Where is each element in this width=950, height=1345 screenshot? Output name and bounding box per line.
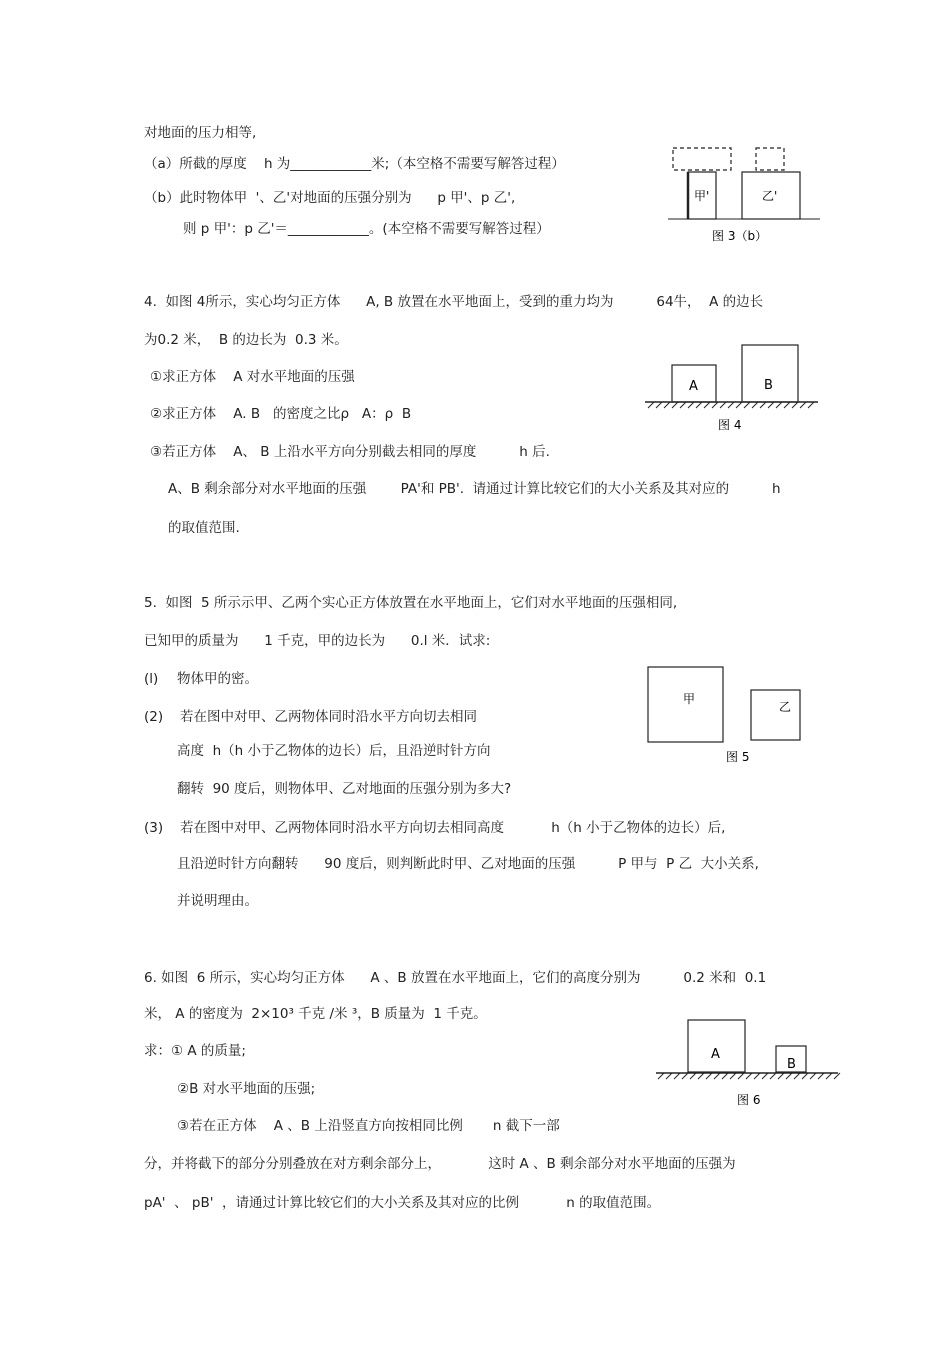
q5-p1-num: (l) bbox=[144, 671, 159, 687]
figure-3b bbox=[660, 140, 830, 250]
q3-part-b-line1: （b）此时物体甲 '、乙'对地面的压强分别为 p 甲'、p 乙', bbox=[144, 190, 516, 206]
fig4-label-a: A bbox=[689, 379, 698, 394]
fig6-label-b: B bbox=[787, 1057, 796, 1072]
fig4-label-b: B bbox=[764, 378, 773, 393]
q5-p2-num: (2) bbox=[144, 709, 164, 725]
fig3-label-yi: 乙' bbox=[762, 189, 778, 203]
q4-sub1: ①求正方体 A 对水平地面的压强 bbox=[150, 369, 355, 385]
fig5-label-yi: 乙 bbox=[779, 700, 792, 714]
q5-p3-line3: 并说明理由。 bbox=[177, 893, 258, 909]
q4-line1: 4. 如图 4所示，实心均匀正方体 A, B 放置在水平地面上，受到的重力均为 64牛， A 的边长 bbox=[144, 294, 764, 310]
fig6-caption: 图 6 bbox=[737, 1093, 761, 1107]
q6-sub3-line2: 分，并将截下的部分分别叠放在对方剩余部分上， 这时 A 、B 剩余部分对水平地面的压强为 bbox=[144, 1156, 736, 1172]
q3-part-a: （a）所截的厚度 h 为____________米;（本空格不需要写解答过程） bbox=[144, 156, 565, 172]
q6-line2: 米， A 的密度为 2×10³ 千克 /米 ³，B 质量为 1 千克。 bbox=[144, 1006, 487, 1022]
q6-sub3-line3: pA' 、 pB' ，请通过计算比较它们的大小关系及其对应的比例 n 的取值范围。 bbox=[144, 1195, 661, 1211]
q4-sub3-line2: A、B 剩余部分对水平地面的压强 PA'和 PB'. 请通过计算比较它们的大小关系及其对应的 h bbox=[168, 481, 781, 497]
q6-line1: 6. 如图 6 所示，实心均匀正方体 A 、B 放置在水平地面上，它们的高度分别为 0.2 米和 0.1 bbox=[144, 970, 767, 986]
fig6-label-a: A bbox=[711, 1047, 720, 1062]
q5-p2-line2: 高度 h（h 小于乙物体的边长）后，且沿逆时针方向 bbox=[177, 743, 491, 759]
figure-4 bbox=[640, 335, 825, 435]
fig3-caption: 图 3（b） bbox=[712, 229, 768, 243]
fig5-caption: 图 5 bbox=[726, 750, 750, 764]
q6-sub1: 求：① A 的质量; bbox=[144, 1043, 246, 1059]
q3-line1: 对地面的压力相等, bbox=[144, 125, 257, 141]
figure-5 bbox=[640, 660, 815, 770]
q5-p2-line3: 翻转 90 度后，则物体甲、乙对地面的压强分别为多大? bbox=[177, 781, 512, 797]
q4-line2: 为0.2 米， B 的边长为 0.3 米。 bbox=[144, 332, 348, 348]
q4-sub3-line3: 的取值范围. bbox=[168, 520, 240, 536]
q5-line2: 已知甲的质量为 1 千克，甲的边长为 0.l 米．试求: bbox=[144, 633, 491, 649]
q5-p3-line2: 且沿逆时针方向翻转 90 度后，则判断此时甲、乙对地面的压强 P 甲与 P 乙 大小关系, bbox=[177, 856, 759, 872]
figure-6 bbox=[650, 1012, 845, 1112]
fig3-label-jia: 甲' bbox=[694, 189, 710, 203]
fig4-caption: 图 4 bbox=[718, 418, 742, 432]
q5-p3-num: (3) bbox=[144, 820, 164, 836]
q5-p3-line1: 若在图中对甲、乙两物体同时沿水平方向切去相同高度 h（h 小于乙物体的边长）后, bbox=[180, 820, 726, 836]
q6-sub2: ②B 对水平地面的压强; bbox=[177, 1081, 316, 1097]
q5-line1: 5. 如图 5 所示示甲、乙两个实心正方体放置在水平地面上，它们对水平地面的压强相同, bbox=[144, 595, 678, 611]
q5-p2-line1: 若在图中对甲、乙两物体同时沿水平方向切去相同 bbox=[180, 709, 477, 725]
fig5-label-jia: 甲 bbox=[683, 692, 696, 706]
q4-sub2: ②求正方体 A. B 的密度之比ρ A：ρ B bbox=[150, 406, 412, 422]
q3-part-b-line2: 则 p 甲'：p 乙'＝____________。(本空格不需要写解答过程） bbox=[183, 221, 550, 237]
q6-sub3: ③若在正方体 A 、B 上沿竖直方向按相同比例 n 截下一部 bbox=[177, 1118, 560, 1134]
q4-sub3: ③若正方体 A、 B 上沿水平方向分别截去相同的厚度 h 后. bbox=[150, 444, 550, 460]
q5-p1: 物体甲的密。 bbox=[177, 671, 258, 687]
